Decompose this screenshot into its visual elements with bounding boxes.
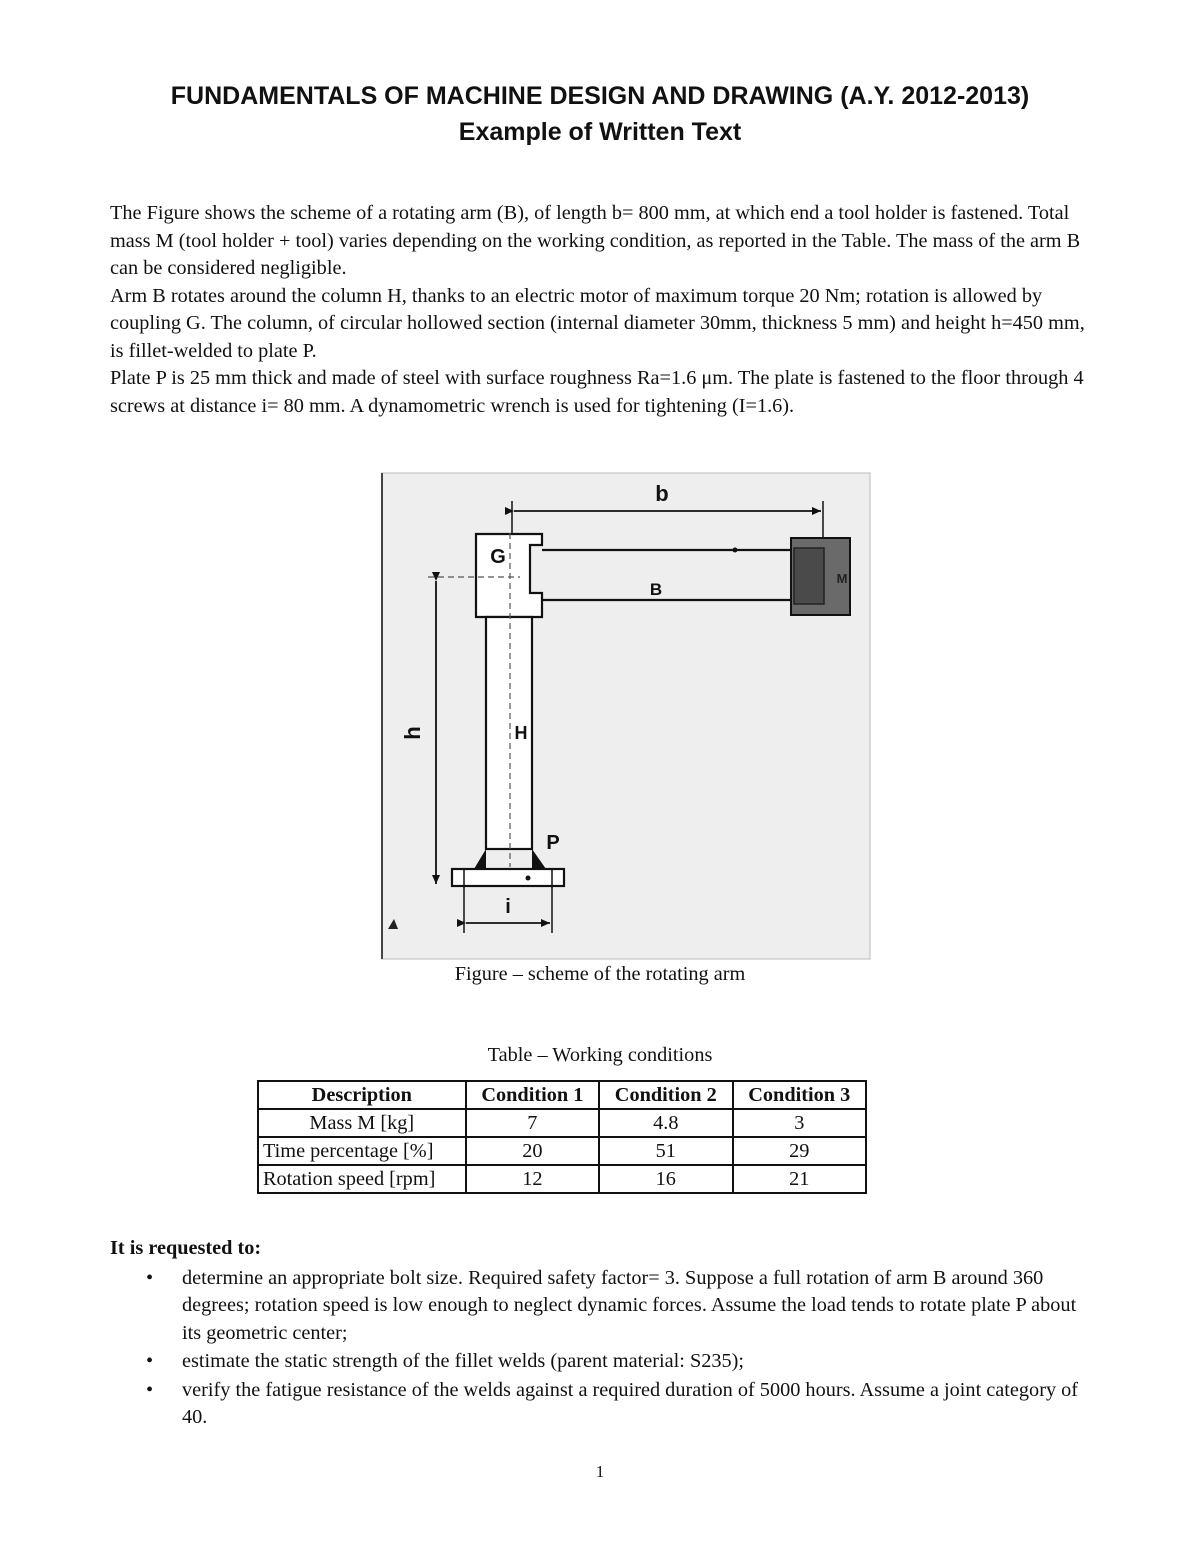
label-arm-b: B [649, 580, 663, 599]
bullet-icon: • [146, 1266, 154, 1289]
label-g: G [490, 546, 506, 568]
table-cell: Mass M [kg] [258, 1109, 466, 1137]
table-cell: 4.8 [599, 1109, 732, 1137]
document-subtitle: Example of Written Text [458, 118, 742, 146]
problem-statement [110, 200, 1092, 420]
table-cell: Rotation speed [rpm] [258, 1165, 466, 1193]
requests-section [110, 1235, 1092, 1433]
requests-list [110, 1265, 1092, 1432]
request-text: determine an appropriate bolt size. Required safety factor= 3. Suppose a full rotation of arm B around 360 degrees; rotation speed is low enough to neglect dynamic forces. Assume the load tends to rotate plate P about its geometric center; [182, 1266, 1077, 1344]
plate-p [452, 869, 564, 886]
intro-paragraph-1: The Figure shows the scheme of a rotating arm (B), of length b= 800 mm, at which end a tool holder is fastened. Total mass M (tool holder + tool) varies depending on the working condition, as reported in the Table. The mass of the arm B can be considered negligible. [110, 202, 1081, 279]
column-header-condition-1: Condition 1 [466, 1081, 599, 1109]
rotating-arm-figure [380, 471, 872, 961]
tool-holder-inner [794, 548, 824, 604]
rotating-arm-diagram [380, 471, 872, 961]
label-column-h: H [514, 723, 528, 743]
label-i: i [505, 896, 511, 918]
table-header-row [258, 1081, 866, 1109]
table-cell: 51 [599, 1137, 732, 1165]
table-cell: 20 [466, 1137, 599, 1165]
column-header-description: Description [258, 1081, 466, 1109]
label-p: P [546, 832, 560, 854]
intro-paragraph-3: Plate P is 25 mm thick and made of steel with surface roughness Ra=1.6 μm. The plate is fastened to the floor through 4 screws at distance i= 80 mm. A dynamometric wrench is used for tightening (I=1.6). [110, 367, 1084, 417]
working-conditions-table [257, 1080, 867, 1194]
table-cell: 16 [599, 1165, 732, 1193]
list-item [110, 1377, 1092, 1432]
label-m: M [836, 571, 848, 586]
table-cell: 12 [466, 1165, 599, 1193]
intro-paragraph-2: Arm B rotates around the column H, thanks to an electric motor of maximum torque 20 Nm; rotation is allowed by coupling G. The column, of circular hollowed section (internal diameter 30mm, thickness 5 mm) and height h=450 mm, is fillet-welded to plate P. [110, 284, 1085, 362]
table-cell: 3 [733, 1109, 866, 1137]
column-header-condition-3: Condition 3 [733, 1081, 866, 1109]
table-cell: 29 [733, 1137, 866, 1165]
request-text: verify the fatigue resistance of the welds against a required duration of 5000 hours. Assume a joint category of 40. [182, 1378, 1079, 1428]
column-header-condition-2: Condition 2 [599, 1081, 732, 1109]
table-row [258, 1165, 866, 1193]
page-number: 1 [595, 1462, 605, 1481]
requests-heading: It is requested to: [110, 1237, 262, 1259]
list-item [110, 1348, 1092, 1376]
figure-caption: Figure – scheme of the rotating arm [454, 963, 746, 985]
table-caption: Table – Working conditions [487, 1044, 713, 1066]
bullet-icon: • [146, 1350, 154, 1372]
table-cell: 7 [466, 1109, 599, 1137]
label-h: h [400, 726, 425, 740]
table-cell: 21 [733, 1165, 866, 1193]
request-text: estimate the static strength of the fillet welds (parent material: S235); [182, 1350, 745, 1372]
arm-dot [733, 548, 738, 553]
label-b: b [655, 481, 669, 506]
list-item [110, 1265, 1092, 1348]
table-row [258, 1109, 866, 1137]
plate-center-dot [526, 876, 531, 881]
table-cell: Time percentage [%] [258, 1137, 466, 1165]
bullet-icon: • [146, 1378, 154, 1401]
document-title: FUNDAMENTALS OF MACHINE DESIGN AND DRAWING (A.Y. 2012-2013) [170, 82, 1030, 110]
table-row [258, 1137, 866, 1165]
